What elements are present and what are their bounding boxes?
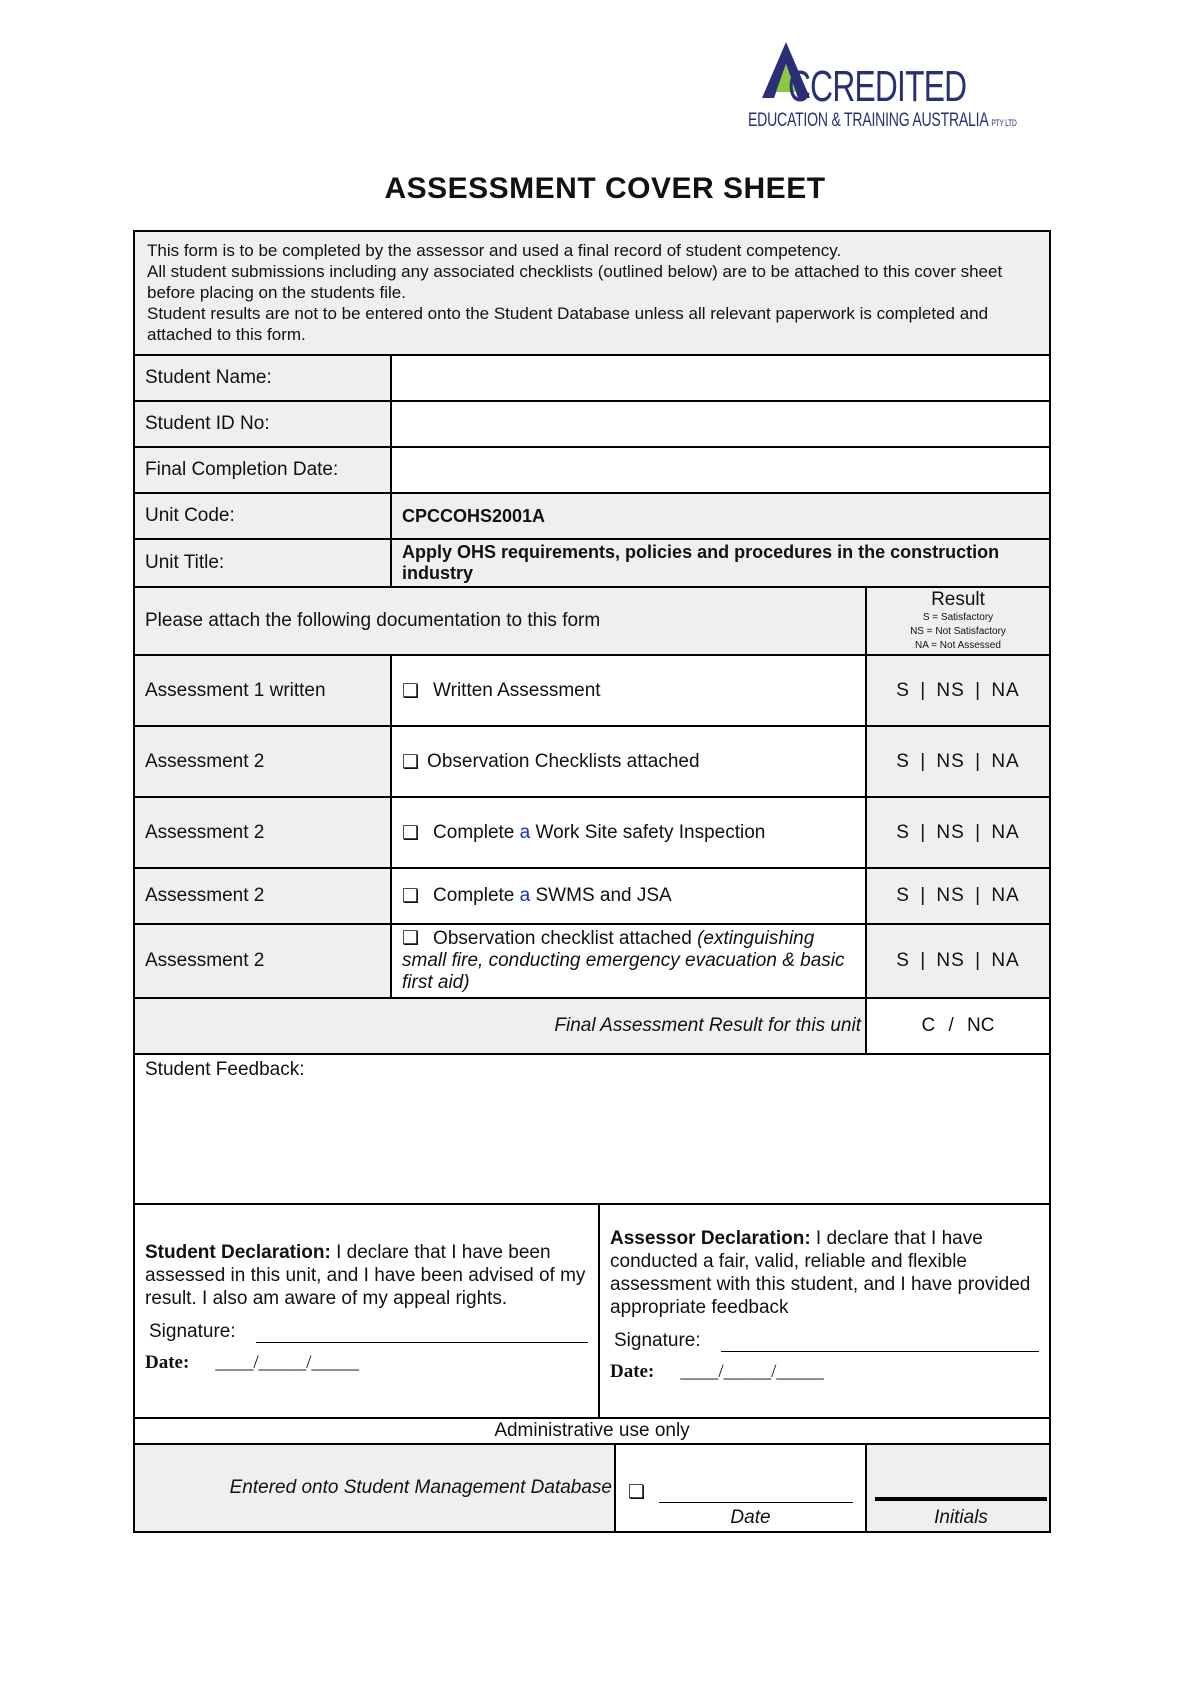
unit-code-label: Unit Code: <box>145 505 235 526</box>
completion-date-row <box>135 448 1049 494</box>
assessment-row <box>135 656 1049 727</box>
assessment-result[interactable]: S | NS | NA <box>865 656 1049 725</box>
assessment-item <box>390 727 865 796</box>
assessment-result[interactable]: S | NS | NA <box>865 727 1049 796</box>
assessor-declaration <box>598 1205 1049 1417</box>
student-signature <box>145 1320 588 1343</box>
student-date-field[interactable]: ____/_____/_____ <box>215 1352 359 1373</box>
assessment-item <box>390 656 865 725</box>
unit-title-row <box>135 540 1049 588</box>
admin-entered-label: Entered onto Student Management Database <box>229 1477 612 1498</box>
student-id-row <box>135 402 1049 448</box>
student-id-label: Student ID No: <box>145 413 270 434</box>
student-date: Date: ____/_____/_____ <box>145 1352 359 1373</box>
assessment-item-text: Written Assessment <box>433 679 601 701</box>
feedback-label: Student Feedback: <box>145 1059 305 1080</box>
final-result-row <box>135 999 1049 1055</box>
assessment-item-text: Observation Checklists attached <box>427 750 700 772</box>
assessment-item <box>390 925 865 997</box>
assessment-name: Assessment 2 <box>145 885 265 906</box>
logo-word: CCREDITED <box>788 62 967 111</box>
assessment-name: Assessment 1 written <box>145 679 326 701</box>
admin-date-line[interactable] <box>659 1482 853 1503</box>
checkbox-icon[interactable]: ❑ <box>402 750 420 773</box>
admin-initials-cell <box>865 1445 1049 1531</box>
student-feedback-field[interactable] <box>135 1055 1049 1203</box>
assessment-form <box>133 230 1051 1533</box>
intro-line: Student results are not to be entered onto the Student Database unless all relevant paperwork is completed and attached to this form. <box>147 304 989 344</box>
completion-date-label: Final Completion Date: <box>145 459 339 480</box>
page-title: ASSESSMENT COVER SHEET <box>384 172 826 205</box>
result-header <box>865 588 1049 654</box>
signature-label: Signature: <box>614 1330 701 1351</box>
assessment-item-text: Complete a SWMS and JSA <box>433 885 672 906</box>
assessment-item-text: Complete a Work Site safety Inspection <box>433 821 766 843</box>
signature-label: Signature: <box>149 1321 236 1342</box>
assessor-signature-line[interactable] <box>721 1333 1039 1352</box>
assessment-row <box>135 798 1049 869</box>
logo-subtitle: EDUCATION & TRAINING AUSTRALIA PTY LTD <box>748 110 1017 131</box>
assessment-result[interactable]: S | NS | NA <box>865 925 1049 997</box>
assessment-name: Assessment 2 <box>145 821 265 843</box>
student-declaration-text: Student Declaration: I declare that I have been assessed in this unit, and I have been advised of my result. I also am aware of my appeal rights. <box>145 1242 586 1309</box>
assessment-row <box>135 869 1049 925</box>
intro-text <box>135 232 1049 354</box>
result-legend-ns: NS = Not Satisfactory <box>910 626 1006 637</box>
unit-code-row <box>135 494 1049 540</box>
assessor-signature <box>610 1329 1039 1352</box>
assessment-item <box>390 798 865 867</box>
admin-date-label: Date <box>730 1507 771 1528</box>
completion-date-field[interactable] <box>390 448 1049 492</box>
intro-line: This form is to be completed by the assessor and used a final record of student competency. <box>147 241 842 260</box>
admin-date-cell <box>614 1445 865 1531</box>
assessment-name: Assessment 2 <box>145 950 265 971</box>
unit-code-value: CPCCOHS2001A <box>390 494 1049 538</box>
admin-row <box>135 1445 1049 1531</box>
student-name-row <box>135 356 1049 402</box>
final-result-value[interactable]: C / NC <box>865 999 1049 1053</box>
student-name-label: Student Name: <box>145 367 272 388</box>
intro-row <box>135 232 1049 356</box>
student-name-field[interactable] <box>390 356 1049 400</box>
assessor-date-field[interactable]: ____/_____/_____ <box>680 1361 824 1382</box>
admin-heading-row <box>135 1419 1049 1445</box>
unit-title-value: Apply OHS requirements, policies and procedures in the construction industry <box>390 540 1049 586</box>
assessor-date: Date: ____/_____/_____ <box>610 1361 824 1382</box>
intro-line: All student submissions including any associated checklists (outlined below) are to be attached to this cover sheet before placing on the students file. <box>147 262 1003 302</box>
checkbox-icon[interactable]: ❑ <box>402 927 420 949</box>
student-signature-line[interactable] <box>256 1324 588 1343</box>
result-legend-s: S = Satisfactory <box>922 612 994 623</box>
final-result-label: Final Assessment Result for this unit <box>554 1015 861 1036</box>
result-legend-na: NA = Not Assessed <box>915 640 1001 651</box>
checkbox-icon[interactable]: ❑ <box>402 821 420 844</box>
assessment-name: Assessment 2 <box>145 750 265 772</box>
checkbox-icon[interactable]: ❑ <box>402 679 420 702</box>
assessment-row <box>135 727 1049 798</box>
assessment-result[interactable]: S | NS | NA <box>865 869 1049 923</box>
unit-title-label: Unit Title: <box>145 552 225 573</box>
attach-row <box>135 588 1049 656</box>
assessment-item-note: (extinguishing small fire, conducting emergency evacuation & basic first aid) <box>402 928 845 993</box>
feedback-row <box>135 1055 1049 1205</box>
admin-initials-line[interactable] <box>875 1493 1047 1501</box>
admin-heading: Administrative use only <box>494 1420 690 1441</box>
company-logo <box>748 40 1032 136</box>
admin-initials-label: Initials <box>934 1507 988 1528</box>
assessor-declaration-text: Assessor Declaration: I declare that I have conducted a fair, valid, reliable and flexible assessment with this student, and I have provided appropriate feedback <box>610 1228 1031 1318</box>
assessment-item-text: Observation checklist attached <box>433 928 698 949</box>
assessment-item <box>390 869 865 923</box>
checkbox-icon[interactable]: ❑ <box>628 1481 646 1503</box>
student-id-field[interactable] <box>390 402 1049 446</box>
attach-label: Please attach the following documentation to this form <box>145 610 601 631</box>
student-declaration <box>135 1205 598 1417</box>
assessment-row <box>135 925 1049 999</box>
result-title: Result <box>931 589 985 610</box>
declarations-row <box>135 1205 1049 1419</box>
checkbox-icon[interactable]: ❑ <box>402 885 420 907</box>
assessment-result[interactable]: S | NS | NA <box>865 798 1049 867</box>
